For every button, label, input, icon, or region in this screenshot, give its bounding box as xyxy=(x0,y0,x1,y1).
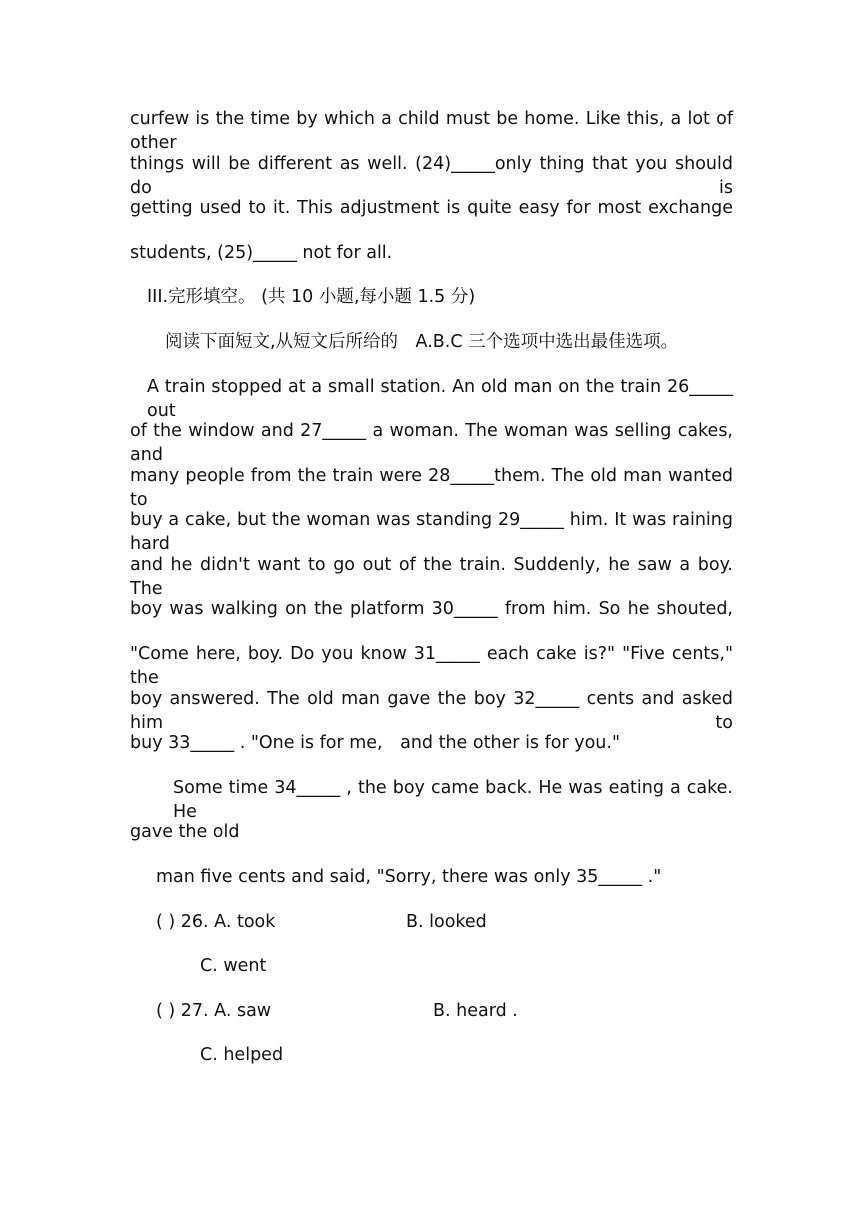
question-27-option-b: B. heard . xyxy=(433,1001,518,1021)
section-instructions: 阅读下面短文,从短文后所给的 A.B.C 三个选项中选出最佳选项。 xyxy=(165,332,679,352)
passage-line: buy 33_____ . "One is for me, and the other is for you." xyxy=(130,733,620,753)
passage-line: "Come here, boy. Do you know 31_____ each cake is?" "Five cents," the xyxy=(130,644,733,688)
passage-line: Some time 34_____ , the boy came back. He was eating a cake. He xyxy=(173,778,733,822)
passage-line: things will be different as well. (24)_____only thing that you should do is xyxy=(130,154,733,198)
passage-line: curfew is the time by which a child must be home. Like this, a lot of other xyxy=(130,109,733,153)
section-heading: III.完形填空。 (共 10 小题,每小题 1.5 分) xyxy=(147,287,476,307)
passage-line: buy a cake, but the woman was standing 29_____ him. It was raining hard xyxy=(130,510,733,554)
question-26-option-b: B. looked xyxy=(406,912,487,932)
passage-line: students, (25)_____ not for all. xyxy=(130,243,393,263)
question-27-option-c: C. helped xyxy=(200,1045,284,1065)
passage-line: boy answered. The old man gave the boy 32_____ cents and asked him to xyxy=(130,689,733,733)
passage-line: A train stopped at a small station. An old man on the train 26_____ out xyxy=(147,377,733,421)
passage-line: man five cents and said, "Sorry, there was only 35_____ ." xyxy=(156,867,662,887)
passage-line: of the window and 27_____ a woman. The woman was selling cakes, and xyxy=(130,421,733,465)
passage-line: gave the old xyxy=(130,822,240,842)
passage-line: boy was walking on the platform 30_____ from him. So he shouted, xyxy=(130,599,733,619)
passage-line: many people from the train were 28_____them. The old man wanted to xyxy=(130,466,733,510)
passage-line: and he didn't want to go out of the train. Suddenly, he saw a boy. The xyxy=(130,555,733,599)
passage-line: getting used to it. This adjustment is quite easy for most exchange xyxy=(130,198,733,218)
question-27-stem: ( ) 27. A. saw xyxy=(156,1001,272,1021)
question-26-option-c: C. went xyxy=(200,956,267,976)
question-26-stem: ( ) 26. A. took xyxy=(156,912,276,932)
